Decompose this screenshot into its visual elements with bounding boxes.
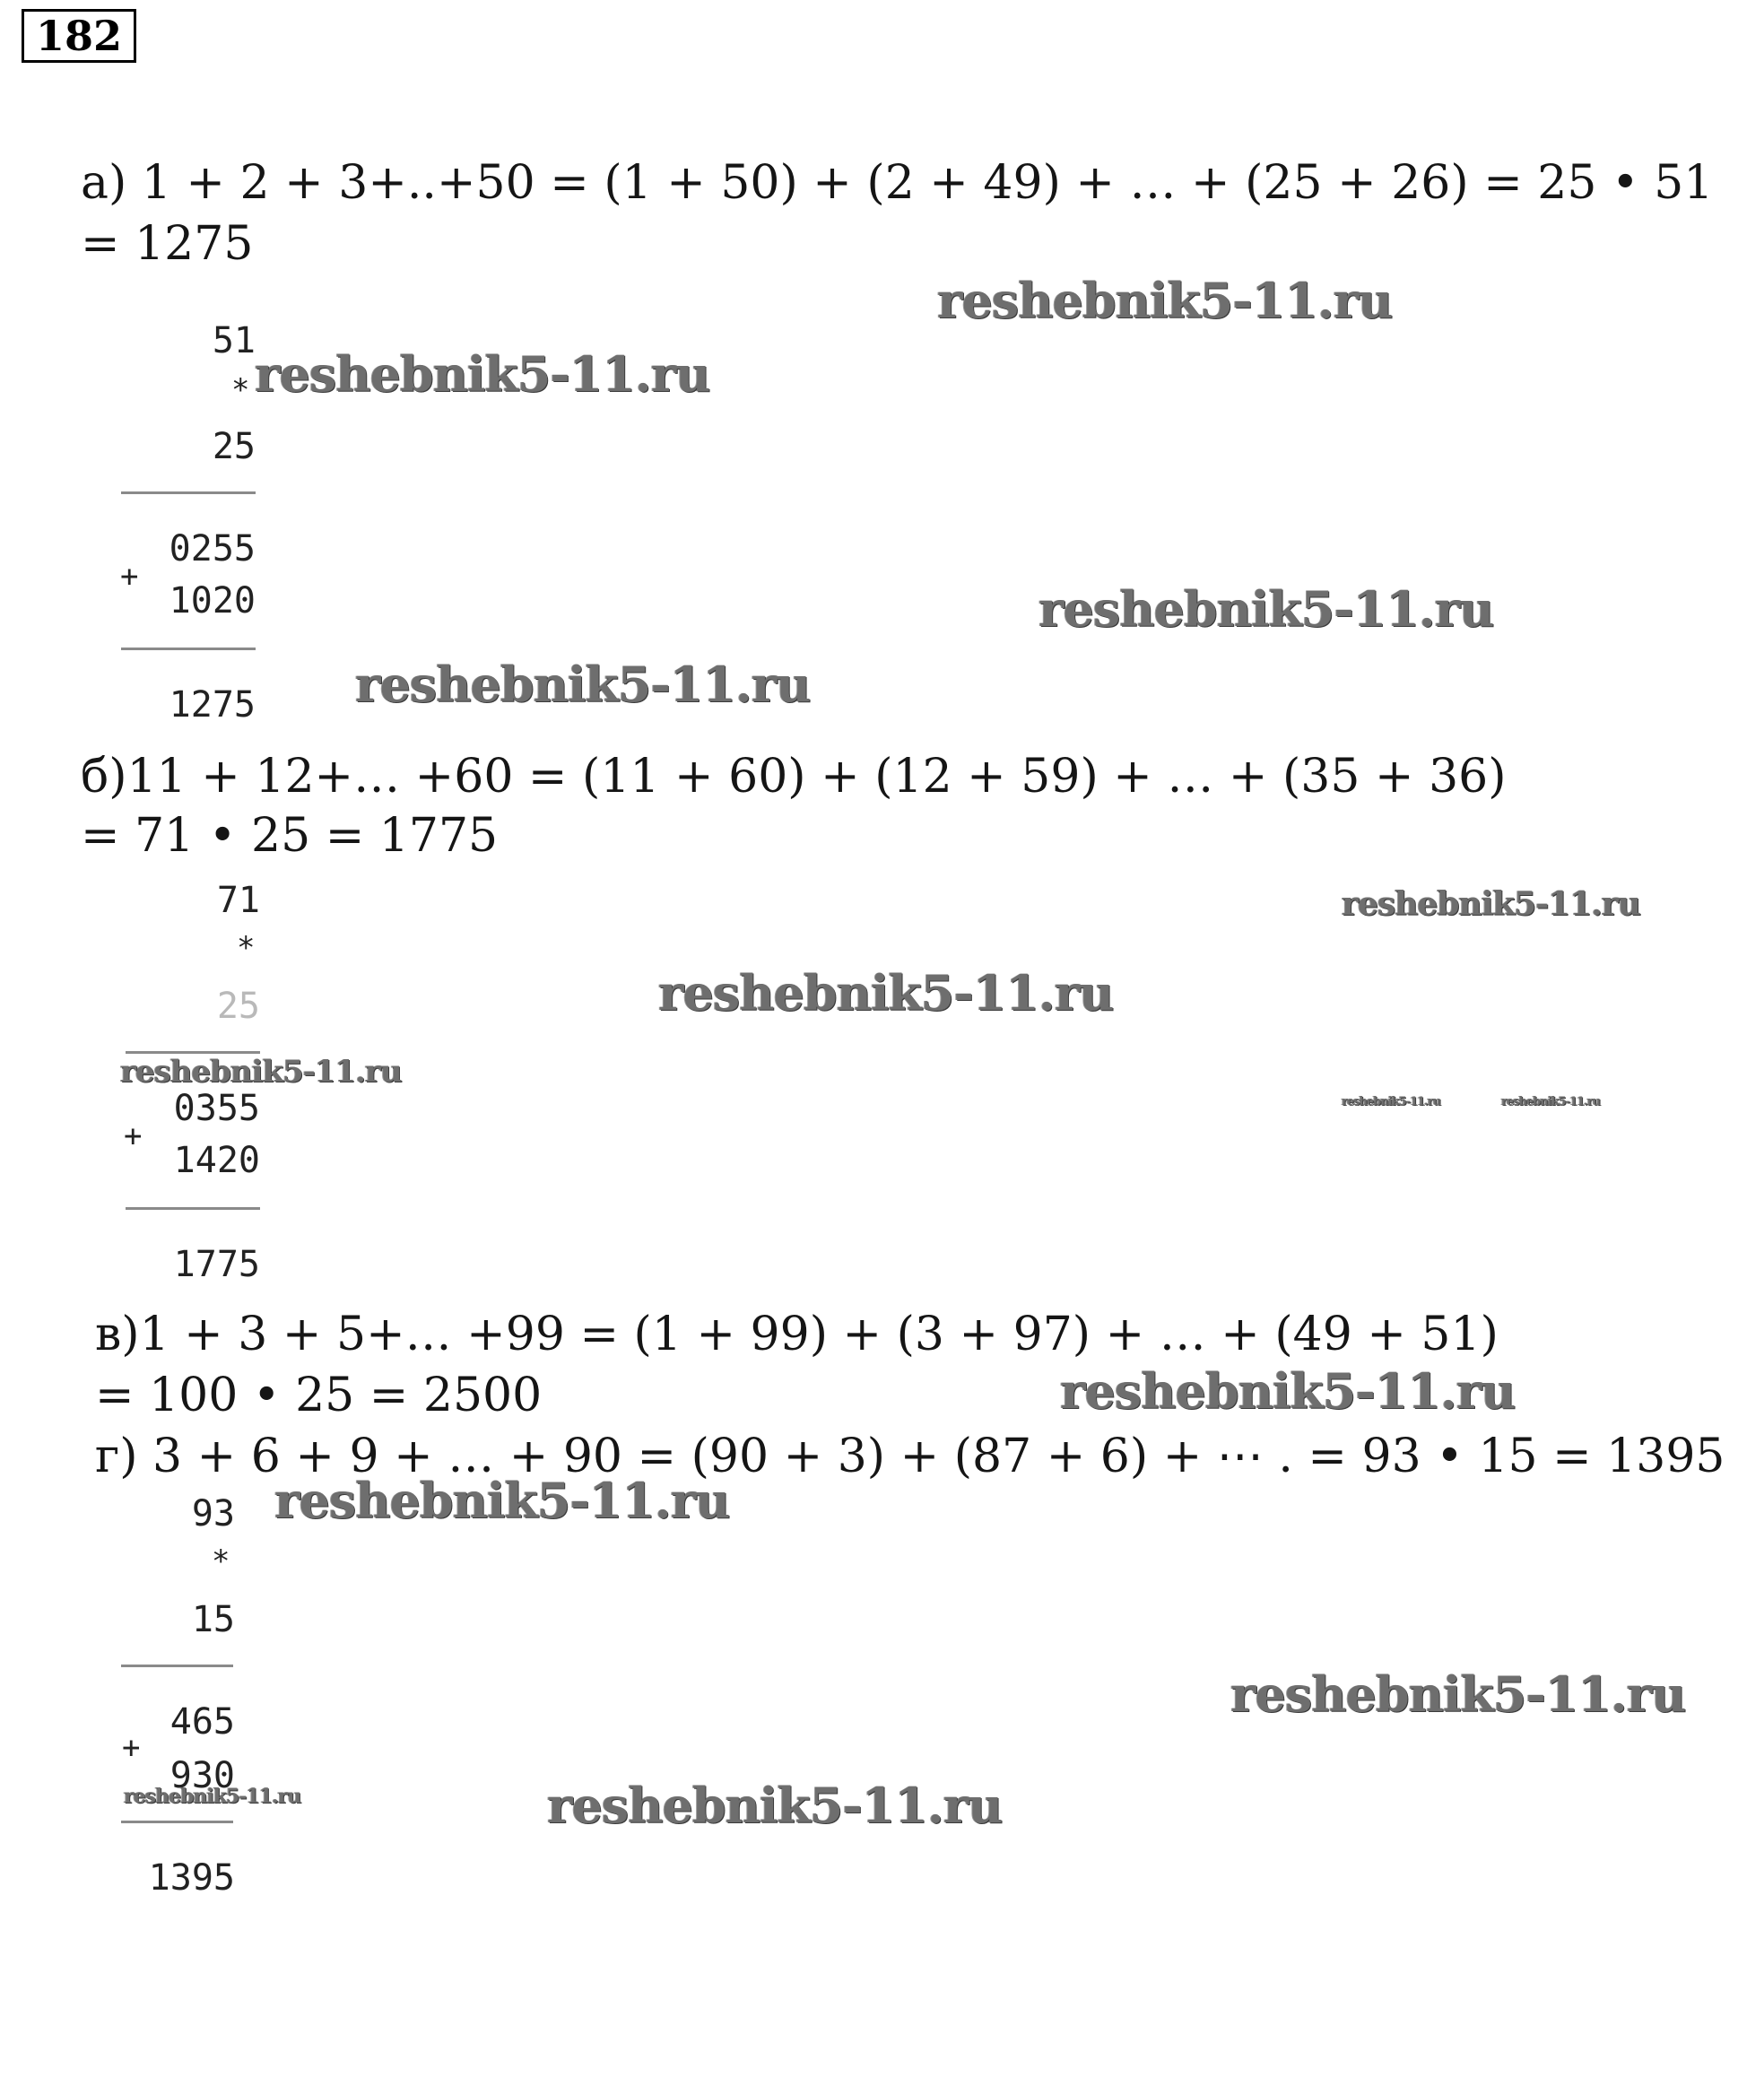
watermark: reshebnik5-11.ru xyxy=(547,1777,1003,1834)
part-a-line2: = 1275 xyxy=(81,217,254,271)
part-a-partial-1: 0255 xyxy=(169,528,256,569)
problem-number: 182 xyxy=(22,9,136,63)
watermark: reshebnik5-11.ru xyxy=(1501,1095,1601,1108)
watermark: reshebnik5-11.ru xyxy=(274,1472,730,1529)
watermark: reshebnik5-11.ru xyxy=(658,964,1114,1021)
part-b-result: 1775 xyxy=(173,1244,260,1285)
part-a-result: 1275 xyxy=(169,684,256,726)
part-a-multiply-sign: * xyxy=(231,372,250,408)
watermark: reshebnik5-11.ru xyxy=(255,345,710,403)
watermark: reshebnik5-11.ru xyxy=(1038,580,1494,638)
watermark: reshebnik5-11.ru xyxy=(355,656,811,713)
part-g-multiplicand: 93 xyxy=(191,1493,235,1534)
part-a-multiplier: 25 xyxy=(212,426,256,467)
part-v-line1: в)1 + 3 + 5+… +99 = (1 + 99) + (3 + 97) + … + (49 + 51) xyxy=(95,1308,1499,1361)
part-b-rule-2 xyxy=(126,1207,260,1210)
part-g-rule-2 xyxy=(121,1821,233,1823)
part-g-partial-1: 465 xyxy=(169,1701,235,1743)
watermark: reshebnik5-11.ru xyxy=(120,1054,402,1090)
watermark: reshebnik5-11.ru xyxy=(1230,1665,1686,1723)
part-a-line1: а) 1 + 2 + 3+..+50 = (1 + 50) + (2 + 49) + … + (25 + 26) = 25 • 51 xyxy=(81,156,1714,210)
part-b-partial-1: 0355 xyxy=(173,1088,260,1129)
watermark: reshebnik5-11.ru xyxy=(1060,1362,1516,1420)
part-b-plus-sign: + xyxy=(124,1118,143,1154)
part-g-rule-1 xyxy=(121,1665,233,1667)
part-g-line1: г) 3 + 6 + 9 + … + 90 = (90 + 3) + (87 + 6) + ⋯ . = 93 • 15 = 1395 xyxy=(95,1430,1725,1483)
part-a-rule-2 xyxy=(121,648,256,650)
watermark: reshebnik5-11.ru xyxy=(937,272,1393,329)
watermark: reshebnik5-11.ru xyxy=(1342,885,1640,923)
part-g-partial-2: 930 xyxy=(169,1755,235,1796)
part-b-partial-2: 1420 xyxy=(173,1140,260,1181)
part-b-line1: б)11 + 12+… +60 = (11 + 60) + (12 + 59) + … + (35 + 36) xyxy=(81,750,1507,804)
part-a-partial-2: 1020 xyxy=(169,580,256,622)
part-v-line2: = 100 • 25 = 2500 xyxy=(95,1369,543,1422)
part-g-plus-sign: + xyxy=(122,1730,141,1766)
part-a-multiplicand: 51 xyxy=(212,320,256,361)
part-a-rule-1 xyxy=(121,491,256,494)
part-g-result: 1395 xyxy=(148,1857,235,1899)
part-a-plus-sign: + xyxy=(120,559,139,595)
part-b-multiplier: 25 xyxy=(216,986,260,1027)
part-g-multiply-sign: * xyxy=(212,1543,230,1579)
part-b-multiplicand: 71 xyxy=(216,880,260,921)
part-b-line2: = 71 • 25 = 1775 xyxy=(81,809,499,863)
watermark: reshebnik5-11.ru xyxy=(1342,1095,1441,1108)
watermark: reshebnik5-11.ru xyxy=(124,1785,301,1808)
part-g-multiplier: 15 xyxy=(191,1599,235,1640)
part-b-multiply-sign: * xyxy=(237,930,256,966)
